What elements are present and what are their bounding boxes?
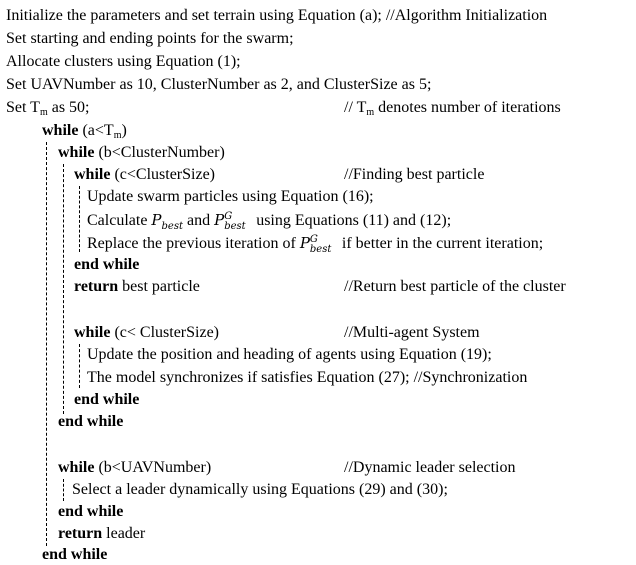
agent-while-end: end while <box>74 391 140 408</box>
cluster-while-guide <box>63 164 64 414</box>
comment-return-best: //Return best particle of the cluster <box>344 278 566 295</box>
comment-leader-selection: //Dynamic leader selection <box>344 459 516 476</box>
outer-while-guide <box>46 142 47 546</box>
agent-body-synchronize: The model synchronizes if satisfies Equation (27); //Synchronization <box>87 369 528 386</box>
outer-while-header: while (a<Tm) <box>42 122 127 141</box>
outer-while-end: end while <box>42 546 108 563</box>
comment-best-particle: //Finding best particle <box>344 166 485 183</box>
particle-while-guide <box>79 186 80 252</box>
leader-while-end: end while <box>58 503 124 520</box>
particle-while-header: while (c<ClusterSize) <box>74 166 215 183</box>
particle-body-update: Update swarm particles using Equation (16); <box>87 188 374 205</box>
leader-body-select: Select a leader dynamically using Equations (29) and (30); <box>72 481 448 498</box>
return-best-particle: return best particle <box>74 278 200 295</box>
cluster-while-header: while (b<ClusterNumber) <box>58 144 225 161</box>
agent-body-update: Update the position and heading of agents using Equation (19); <box>87 346 492 363</box>
agent-while-guide <box>79 344 80 388</box>
particle-while-end: end while <box>74 256 140 273</box>
line-init: Initialize the parameters and set terrain using Equation (a); //Algorithm Initialization <box>6 7 548 24</box>
cluster-while-end: end while <box>58 413 124 430</box>
comment-multi-agent: //Multi-agent System <box>344 324 480 341</box>
line-set-counts: Set UAVNumber as 10, ClusterNumber as 2, and ClusterSize as 5; <box>6 76 432 93</box>
comment-tm: // Tm denotes number of iterations <box>344 99 561 118</box>
particle-body-calculate: Calculate $P_{best}$ and P G best using Equations (11) and (12); <box>87 211 452 232</box>
particle-body-replace: Replace the previous iteration of P G best if better in the current iteration; <box>87 234 544 255</box>
return-leader: return leader <box>58 525 146 542</box>
agent-while-header: while (c< ClusterSize) <box>74 324 219 341</box>
leader-while-guide <box>63 479 64 501</box>
line-set-tm: Set Tm as 50; <box>6 99 90 118</box>
leader-while-header: while (b<UAVNumber) <box>58 459 212 476</box>
line-start-end: Set starting and ending points for the swarm; <box>6 30 294 47</box>
line-allocate: Allocate clusters using Equation (1); <box>6 53 241 70</box>
